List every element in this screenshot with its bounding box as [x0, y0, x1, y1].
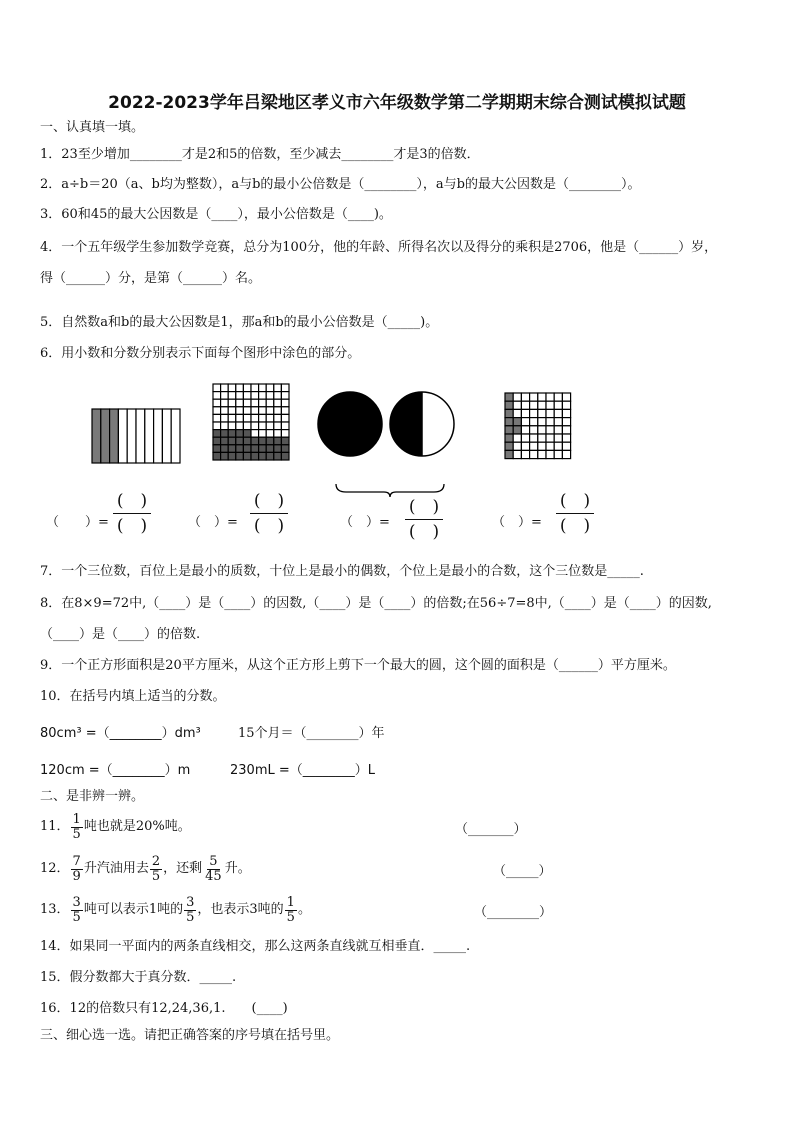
q13-fraction-1: $\frac{3}{5}$ [72, 894, 81, 925]
q6-blank-2[interactable]: （ ）= [188, 515, 238, 530]
q12-fraction-3: $\frac{5}{45}$ [205, 853, 222, 884]
q13-text-1: 吨可以表示1吨的 [83, 902, 184, 917]
q6-fraction-4-den[interactable]: ( ) [559, 516, 591, 536]
brace-icon [334, 482, 446, 498]
q6-fraction-3 [405, 497, 443, 542]
q11-number: 11． [40, 819, 70, 834]
q6-blank-1[interactable]: （ ）= [46, 515, 109, 530]
circles-figure [316, 390, 456, 458]
section-heading-1: 一、认真填一填。 [40, 120, 145, 135]
section-heading-2: 二、是非辨一辨。 [40, 789, 145, 804]
page-title: 2022-2023学年吕梁地区孝义市六年级数学第二学期期末综合测试模拟试题 [108, 93, 686, 113]
question-6: 6．用小数和分数分别表示下面每个图形中涂色的部分。 [40, 346, 361, 361]
question-9: 9．一个正方形面积是20平方厘米，从这个正方形上剪下一个最大的圆，这个圆的面积是（______）平方厘米。 [40, 658, 676, 673]
q11-fraction: $\frac{1}{5}$ [72, 811, 81, 842]
q11-answer-blank[interactable]: （_______） [455, 822, 527, 837]
q6-fraction-4-num[interactable]: ( ) [559, 491, 591, 511]
q12-fraction-2: $\frac{2}{5}$ [151, 853, 161, 884]
q12-fraction-1: $\frac{7}{9}$ [72, 853, 81, 884]
q6-fraction-2 [250, 491, 288, 536]
question-7: 7．一个三位数，百位上是最小的质数，十位上是最小的偶数，个位上是最小的合数，这个三位数是_____. [40, 564, 644, 579]
q12-answer-blank[interactable]: （_____） [493, 864, 552, 879]
q6-blank-4[interactable]: （ ）= [492, 515, 542, 530]
section-heading-3: 三、细心选一选。请把正确答案的序号填在括号里。 [40, 1028, 340, 1043]
q10-item-a: 80cm³ =（________）dm³ [40, 726, 201, 741]
question-2: 2．a÷b＝20（a、b均为整数），a与b的最小公倍数是（________），a与b的最大公因数是（________）。 [40, 177, 641, 192]
question-13 [40, 892, 311, 928]
question-4-line-1: 4．一个五年级学生参加数学竞赛，总分为100分，他的年龄、所得名次以及得分的乘积是2706，他是（______）岁， [40, 240, 718, 255]
question-14: 14．如果同一平面内的两条直线相交，那么这两条直线就互相垂直．_____. [40, 939, 471, 954]
q12-text-1: 升汽油用去 [83, 861, 149, 876]
question-11 [40, 809, 191, 845]
question-12 [40, 851, 251, 887]
q6-fraction-1 [113, 491, 151, 536]
question-8-line-1: 8．在8×9=72中,（____）是（____）的因数,（____）是（____）的倍数;在56÷7=8中,（____）是（____）的因数, [40, 596, 712, 611]
question-8-line-2: （____）是（____）的倍数. [40, 627, 201, 642]
q6-blank-3[interactable]: （ ）= [340, 515, 390, 530]
q13-fraction-3: $\frac{1}{5}$ [286, 894, 295, 925]
q6-fraction-2-den[interactable]: ( ) [253, 516, 285, 536]
question-3: 3．60和45的最大公因数是（____），最小公倍数是（____)。 [40, 207, 392, 222]
q10-item-c: 120cm =（________）m [40, 763, 191, 778]
q10-item-d: 230mL =（________）L [230, 763, 375, 778]
question-16: 16．12的倍数只有12,24,36,1. (____) [40, 1001, 288, 1016]
question-4-line-2: 得（______）分，是第（______）名。 [40, 271, 262, 286]
q6-fraction-1-den[interactable]: ( ) [116, 516, 148, 536]
q13-fraction-2: $\frac{3}{5}$ [186, 894, 195, 925]
q12-text-3: 升。 [224, 861, 251, 876]
q6-fraction-3-num[interactable]: ( ) [408, 497, 440, 517]
q11-text: 吨也就是20%吨。 [83, 819, 191, 834]
q12-number: 12． [40, 861, 70, 876]
q6-fraction-2-num[interactable]: ( ) [253, 491, 285, 511]
q12-text-2: ，还剩 [163, 861, 203, 876]
q6-fraction-1-num[interactable]: ( ) [116, 491, 148, 511]
q6-fraction-3-den[interactable]: ( ) [408, 522, 440, 542]
strip-rectangle-figure [91, 408, 181, 464]
q6-fraction-4 [556, 491, 594, 536]
q10-item-b: 15个月＝（________）年 [238, 726, 385, 741]
sixty-four-grid-figure [504, 392, 572, 460]
q13-text-2: ，也表示3吨的 [197, 902, 284, 917]
q13-answer-blank[interactable]: （________） [474, 905, 553, 920]
question-10: 10．在括号内填上适当的分数。 [40, 689, 226, 704]
q13-text-3: 。 [297, 902, 311, 917]
question-1: 1．23至少增加________才是2和5的倍数，至少减去________才是3的倍数． [40, 147, 480, 162]
q13-number: 13． [40, 902, 70, 917]
question-15: 15．假分数都大于真分数．_____. [40, 970, 237, 985]
question-5: 5．自然数a和b的最大公因数是1，那a和b的最小公倍数是（_____)。 [40, 315, 439, 330]
hundred-grid-figure [212, 383, 290, 461]
